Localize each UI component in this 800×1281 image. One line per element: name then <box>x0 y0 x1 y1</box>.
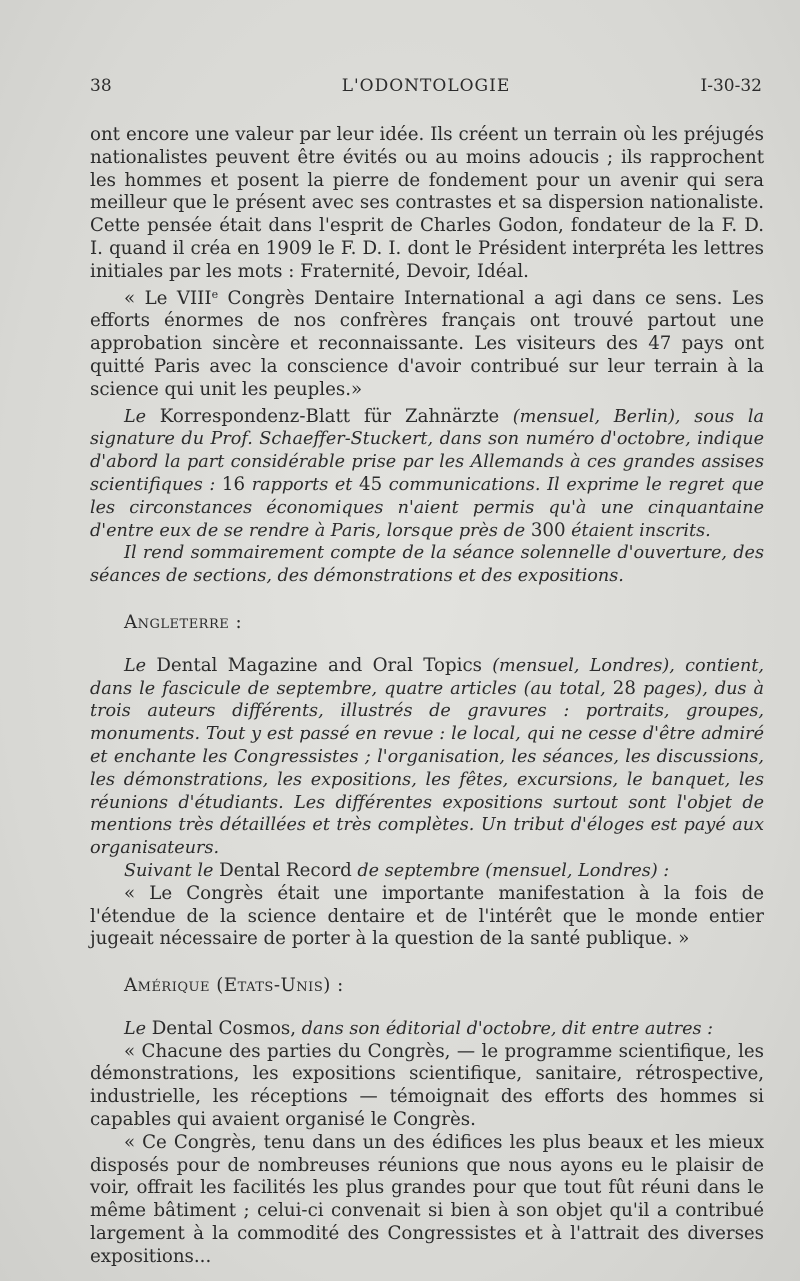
text-run: Le <box>124 655 157 676</box>
journal-title: Korrespondenz-Blatt für Zahnärzte <box>159 405 500 427</box>
quoted-paragraph: « Le Congrès était une importante manifestation à la fois de l'étendue de la science dentaire et de l'intérêt que le monde entier jugeait nécessaire de porter à la question de la santé publique. » <box>90 882 764 950</box>
text-run: (mensuel, Berlin), sous la signature du Prof. Schaeffer-Stuckert, dans son numéro d'octobre, indique d'abord la part considérable prise par les Allemands à ces grandes assises scientifiques : <box>90 406 764 495</box>
text-run: communications. Il exprime le regret que les circonstances économiques n'aient permis qu'à une cinquantaine d'entre eux de se rendre à Paris, lorsque près de <box>90 474 764 541</box>
number: 45 <box>359 473 383 495</box>
text-run: « Le VIII <box>124 287 212 309</box>
paragraph-dental-record <box>90 860 764 883</box>
text-run: de septembre (mensuel, Londres) : <box>351 860 670 881</box>
article-body <box>90 124 764 1269</box>
quoted-paragraph: « Chacune des parties du Congrès, — le programme scientifique, les démonstrations, les expositions scientifique, sanitaire, rétrospective, industrielle, les réceptions — témoignait des efforts des hommes si capables qui avaient organisé le Congrès. <box>90 1040 764 1131</box>
section-heading-amerique: Amérique (Etats-Unis) : <box>124 975 344 997</box>
issue-number: I-30-32 <box>700 76 762 96</box>
text-run: Le <box>124 1018 152 1039</box>
text-run: rapports et <box>245 474 359 495</box>
text-run: pages), dus à trois auteurs différents, illustrés de gravures : portraits, groupes, monuments. Tout y est passé en revue : le local, qui ne cesse d'être admiré et enchante les Congressistes ; l'organisation, les séances, les discussions, les démonstrations, les expositions, les fêtes, excursions, le banquet, les réunions d'étudiants. Les différentes expositions surtout sont l'objet de mentions très détaillées et très complètes. Un tribut d'éloges est payé aux organisateurs. <box>90 678 764 859</box>
text-run: dans son éditorial d'octobre, dit entre autres : <box>296 1018 714 1039</box>
running-header <box>90 76 762 100</box>
paragraph-dental-magazine <box>90 655 764 860</box>
quoted-paragraph <box>90 284 764 402</box>
running-title: L'ODONTOLOGIE <box>341 76 511 96</box>
paragraph: Il rend sommairement compte de la séance solennelle d'ouverture, des séances de sections, des démonstrations et des expositions. <box>90 543 764 587</box>
number: 28 <box>612 677 636 699</box>
section-heading-angleterre: Angleterre : <box>124 611 243 633</box>
journal-title: Dental Cosmos, <box>151 1017 297 1039</box>
number: 16 <box>221 473 246 495</box>
paragraph: ont encore une valeur par leur idée. Ils créent un terrain où les préjugés nationalistes peuvent être évités ou au moins adoucis ; ils rapprochent les hommes et posent la pierre de fondement pour un avenir qui sera meilleur que le présent avec ses contrastes et sa dispersion nationaliste. Cette pensée était dans l'esprit de Charles Godon, fondateur de la F. D. I. quand il créa en 1909 le F. D. I. dont le Président interpréta les lettres initiales par les mots : Fraternité, Devoir, Idéal. <box>90 124 764 282</box>
superscript: e <box>211 287 219 301</box>
text-run: Le <box>124 406 160 427</box>
paragraph-dental-cosmos <box>90 1018 764 1041</box>
page-number: 38 <box>90 76 112 96</box>
text-run: (mensuel, Londres), contient, dans le fascicule de septembre, quatre articles (au total, <box>90 655 764 699</box>
text-run: étaient inscrits. <box>565 520 711 541</box>
paragraph-korrespondenz <box>90 406 764 543</box>
number: 300 <box>530 519 566 541</box>
text-run: Congrès Dentaire International a agi dans ce sens. Les efforts énormes de nos confrères français ont trouvé partout une approbation sincère et reconnaissante. Les visiteurs des 47 pays ont quitté Paris avec la conscience d'avoir contribué sur leur terrain à la science qui unit les peuples.» <box>90 287 765 400</box>
journal-title: Dental Record <box>219 859 352 881</box>
journal-title: Dental Magazine and Oral Topics <box>156 654 482 676</box>
quoted-paragraph: « Ce Congrès, tenu dans un des édifices les plus beaux et les mieux disposés pour de nombreuses réunions que nous ayons eu le plaisir de voir, offrait les facilités les plus grandes pour que tout fût réuni dans le même bâtiment ; celui-ci convenait si bien à son objet qu'il a contribué largement à la commodité des Congressistes et à l'attrait des diverses expositions... <box>90 1131 764 1267</box>
text-run: Suivant le <box>124 860 220 881</box>
